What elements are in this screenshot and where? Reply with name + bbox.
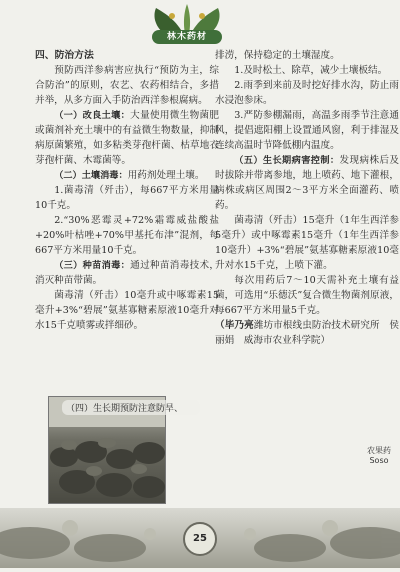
soil-improvement-text: 大量使用微生物菌肥或菌剂补充土壤中的有益微生物数量，抑制病原菌繁殖，如多粘类芽孢杆菌、枯草地衣芽孢杆菌、木霉菌等。	[35, 110, 219, 166]
seedling-dosage-paragraph: 菌毒清（歼击）10毫升或中啄霉素15毫升+3%“碧展”氨基寡糖素原液10毫升对水15千克喷雾或拌细砂。	[35, 290, 219, 331]
soil-disinfection-text: 用药剂处理土壤。	[127, 170, 205, 181]
disease-control-text: 发现病株后及时拔除并带离参地，地上喷药、地下灌根，病株或病区周围2～3平方米全面灌药、喷药。	[215, 155, 400, 211]
right-column	[215, 48, 399, 348]
section-banner-title: 林木药材	[152, 30, 222, 44]
paragraph-disease-control	[215, 153, 399, 213]
continuation-text: 排涝，保持稳定的土壤湿度。	[215, 50, 340, 61]
paragraph-soil-improvement	[35, 108, 219, 168]
section-title: 四、防治方法	[35, 50, 94, 61]
subheading-disease-control: （五）生长期病害控制：	[234, 155, 340, 166]
subheading-soil-disinfection: （二）土壤消毒：	[54, 170, 128, 181]
photo-caption: （四）生长期预防注意防旱、	[62, 400, 200, 415]
beneficial-bacteria-paragraph: 每次用药后7～10天需补充土壤有益菌，可选用“乐德沃”复合微生物菌剂原液，每667平方米用量5千克。	[215, 275, 399, 316]
page-number: 25	[183, 522, 217, 556]
list-item-shed-ventilation: 3.严防参棚漏雨，高温多雨季节注意通风，提倡遮阳棚上设置通风窗，利于排湿及连续高温时节降低棚内温度。	[215, 110, 399, 151]
subheading-seedling-disinfection: （三）种苗消毒：	[54, 260, 131, 271]
paragraph-seedling-disinfection	[35, 258, 219, 288]
subheading-soil-improvement: （一）改良土壤：	[54, 110, 131, 121]
intro-paragraph: 预防西洋参病害应执行“预防为主，综合防治”的原则，农艺、农药相结合，多措并举，从多方面入手防治西洋参根腐病。	[35, 65, 219, 106]
list-item-1: 1.菌毒清（歼击），每667平方米用量10千克。	[35, 185, 219, 211]
author-name: （毕乃亮	[215, 320, 254, 331]
list-item-loosen-soil: 1.及时松土、除草，减少土壤板结。	[234, 65, 388, 76]
left-column	[35, 48, 219, 333]
spray-dosage-paragraph: 菌毒清（歼击）15毫升（1年生西洋参5毫升）或中啄霉素15毫升（1年生西洋参10毫升）+3%“碧展”氨基寡糖素原液10毫升对水15千克，上喷下灌。	[215, 215, 399, 271]
paragraph-soil-disinfection	[35, 168, 219, 183]
list-item-2: 2.“30%恶霉灵+72%霜霉威盐酸盐+20%叶枯唑+70%甲基托布津”混剂，每667平方米用量10千克。	[35, 215, 219, 256]
list-item-drainage: 2.雨季到来前及时挖好排水沟，防止雨水浸泡参床。	[215, 80, 399, 106]
author-credits	[215, 318, 399, 348]
side-logo-mark: 农果药 Soso	[367, 446, 391, 465]
author-affiliations: 潍坊市根线虫防治技术研究所 侯丽娟 威海市农业科学院）	[215, 320, 400, 346]
seedling-disinfection-text: 通过种苗消毒技术，消灭种苗带菌。	[35, 260, 219, 286]
